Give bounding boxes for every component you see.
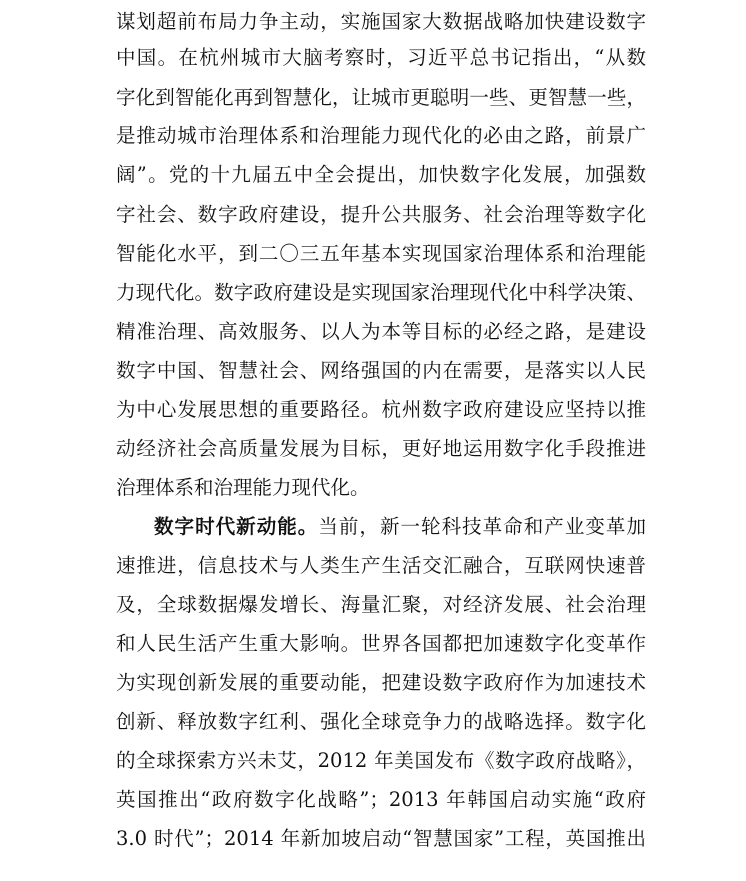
- paragraph-line-9: 精准治理、高效服务、以人为本等目标的必经之路，是建设: [116, 320, 646, 343]
- paragraph-line-5: 阔”。党的十九届五中全会提出，加快数字化发展，加强数: [116, 163, 646, 186]
- paragraph-line-4: 是推动城市治理体系和治理能力现代化的必由之路，前景广: [116, 124, 646, 147]
- paragraph-line-2: 中国。在杭州城市大脑考察时，习近平总书记指出，“从数: [116, 46, 646, 69]
- section-line-5: 为实现创新发展的重要动能，把建设数字政府作为加速技术: [116, 671, 646, 694]
- section-line-4: 和人民生活产生重大影响。世界各国都把加速数字化变革作: [116, 632, 646, 655]
- section-first-line-text: 当前，新一轮科技革命和产业变革加: [318, 515, 646, 538]
- section-line-9: 3.0 时代”；2014 年新加坡启动“智慧国家”工程，英国推出: [116, 827, 646, 850]
- section-line-6: 创新、释放数字红利、强化全球竞争力的战略选择。数字化: [116, 710, 646, 733]
- paragraph-line-10: 数字中国、智慧社会、网络强国的内在需要，是落实以人民: [116, 359, 646, 382]
- section-heading: 数字时代新动能。: [154, 515, 319, 538]
- paragraph-line-11: 为中心发展思想的重要路径。杭州数字政府建设应坚持以推: [116, 398, 646, 421]
- paragraph-line-7: 智能化水平，到二〇三五年基本实现国家治理体系和治理能: [116, 242, 646, 265]
- section-line-2: 速推进，信息技术与人类生产生活交汇融合，互联网快速普: [116, 554, 646, 577]
- section-line-7: 的全球探索方兴未艾，2012 年美国发布《数字政府战略》，: [116, 749, 646, 772]
- section-heading-line: [154, 507, 646, 547]
- paragraph-line-3: 字化到智能化再到智慧化，让城市更聪明一些、更智慧一些，: [116, 86, 646, 109]
- section-line-3: 及，全球数据爆发增长、海量汇聚，对经济发展、社会治理: [116, 593, 646, 616]
- paragraph-line-8: 力现代化。数字政府建设是实现国家治理现代化中科学决策、: [116, 281, 646, 304]
- section-line-8: 英国推出“政府数字化战略”；2013 年韩国启动实施“政府: [116, 788, 646, 811]
- paragraph-line-12: 动经济社会高质量发展为目标，更好地运用数字化手段推进: [116, 437, 646, 460]
- paragraph-line-1: 谋划超前布局力争主动，实施国家大数据战略加快建设数字: [116, 10, 646, 33]
- paragraph-line-13: 治理体系和治理能力现代化。: [116, 476, 370, 499]
- paragraph-line-6: 字社会、数字政府建设，提升公共服务、社会治理等数字化: [116, 203, 646, 226]
